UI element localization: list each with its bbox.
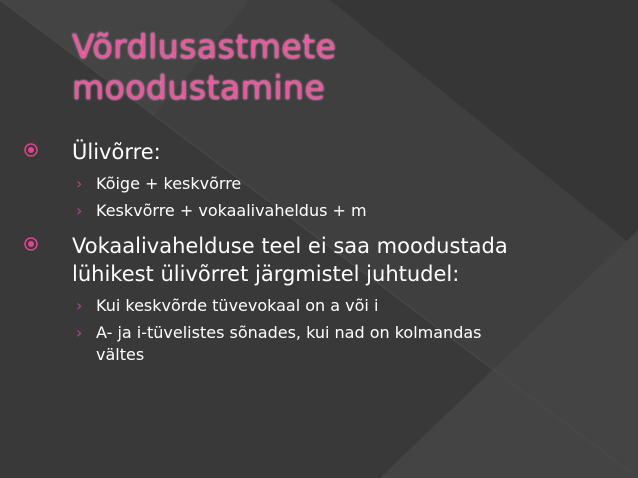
sub-bullet-text: Keskvõrre + vokaalivaheldus + m — [96, 201, 367, 220]
title-line-2: moodustamine — [72, 68, 326, 107]
chevron-right-icon: › — [76, 201, 83, 220]
sub-bullet-text: Kui keskvõrde tüvevokaal on a või i — [96, 296, 379, 315]
bullet-text: Ülivõrre: — [72, 140, 161, 164]
sub-bullet-item — [0, 173, 516, 195]
title-line-1: Võrdlusastmete — [72, 27, 337, 66]
sub-bullet-item — [0, 295, 516, 317]
circle-target-icon — [24, 237, 38, 251]
bullet-text: Vokaalivahelduse teel ei saa moodustada lühikest ülivõrret järgmistel juhtudel: — [72, 234, 508, 286]
bullet-item — [0, 138, 592, 166]
sub-bullet-text: A- ja i-tüvelistes sõnades, kui nad on kolmandas vältes — [96, 323, 482, 364]
chevron-right-icon: › — [76, 323, 83, 342]
bullet-item — [0, 232, 592, 288]
chevron-right-icon: › — [76, 174, 83, 193]
slide-title — [72, 26, 336, 108]
sub-bullet-item — [0, 322, 516, 366]
sub-bullet-text: Kõige + keskvõrre — [96, 174, 242, 193]
circle-target-icon — [24, 143, 38, 157]
sub-bullet-item — [0, 200, 516, 222]
chevron-right-icon: › — [76, 296, 83, 315]
bullet-list — [0, 138, 638, 366]
